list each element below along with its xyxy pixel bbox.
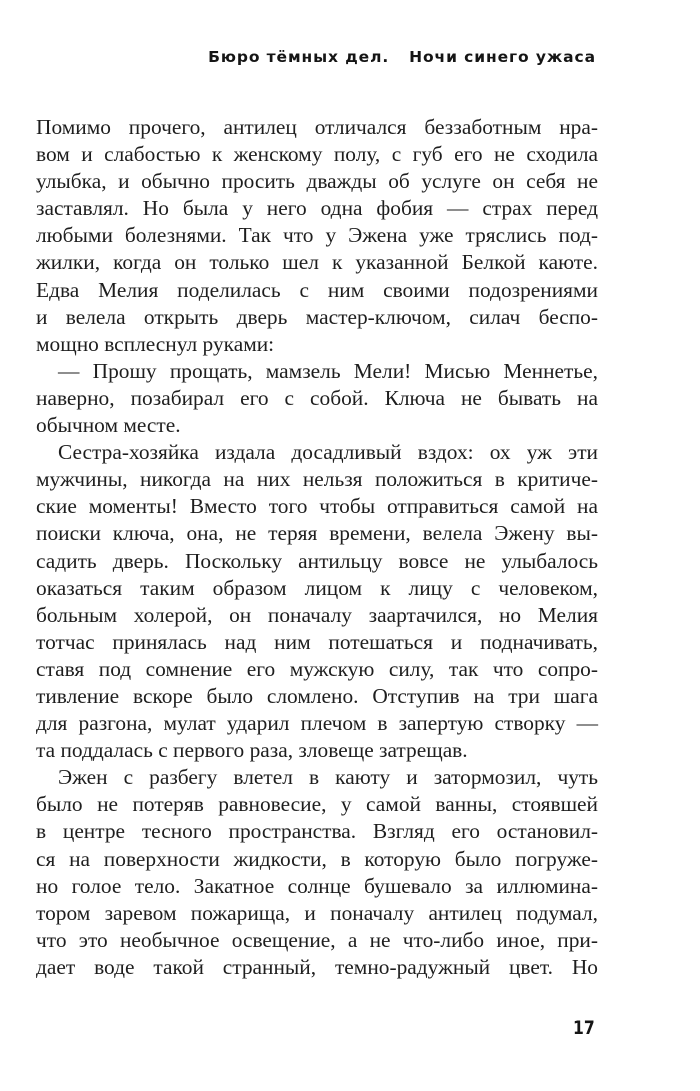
text-line: обычном месте.	[36, 413, 181, 438]
text-line: и велела открыть дверь мастер-ключом, силач беспо-	[36, 304, 598, 329]
text-line: — Прошу прощать, мамзель Мели! Мисью Меннетье,	[58, 358, 598, 383]
text-line: Сестра-хозяйка издала досадливый вздох: ох уж эти	[58, 440, 598, 465]
text-line: Помимо прочего, антилец отличался беззаботным нра-	[36, 115, 598, 139]
text-line: но голое тело. Закатное солнце бушевало за иллюмина-	[36, 873, 598, 898]
text-line: любыми болезнями. Так что у Эжена уже тряслись под-	[36, 223, 598, 248]
text-line: наверно, позабирал его с собой. Ключа не бывать на	[36, 385, 598, 410]
text-line: мощно всплеснул руками:	[36, 331, 275, 356]
text-line: садить дверь. Поскольку антильцу вовсе не улыбалось	[36, 548, 598, 573]
text-line: было не потеряв равновесие, у самой ванны, стоявшей	[36, 792, 598, 817]
page-number: 17	[573, 1017, 595, 1039]
text-line: ся на поверхности жидкости, в которую было погруже-	[36, 846, 598, 871]
text-line: та поддалась с первого раза, зловеще затрещав.	[36, 738, 468, 763]
text-line: тивление вскоре было сломлено. Отступив на три шага	[36, 683, 598, 708]
text-line: дает воде такой странный, темно-радужный цвет. Но	[36, 954, 598, 979]
text-line: заставлял. Но была у него одна фобия — страх перед	[36, 196, 598, 221]
body-text	[36, 114, 598, 981]
text-line: оказаться таким образом лицом к лицу с человеком,	[36, 575, 598, 600]
running-header	[208, 48, 596, 66]
text-line: жилки, когда он только шел к указанной Белкой каюте.	[36, 250, 598, 275]
text-line: ские моменты! Вместо того чтобы отправиться самой на	[36, 494, 598, 519]
book-subtitle: Ночи синего ужаса	[409, 48, 596, 66]
book-title: Бюро тёмных дел.	[208, 48, 390, 66]
text-line: Едва Мелия поделилась с ним своими подозрениями	[36, 277, 598, 302]
text-line: тором заревом пожарища, и поначалу антилец подумал,	[36, 900, 598, 925]
text-line: тотчас принялась над ним потешаться и подначивать,	[36, 629, 598, 654]
text-line: что это необычное освещение, а не что-либо иное, при-	[36, 927, 598, 952]
text-line: больным холерой, он поначалу заартачился, но Мелия	[36, 602, 598, 627]
text-line: Эжен с разбегу влетел в каюту и затормозил, чуть	[58, 765, 598, 790]
text-line: в центре тесного пространства. Взгляд его остановил-	[36, 819, 598, 844]
text-line: улыбка, и обычно просить дважды об услуге он себя не	[36, 169, 598, 194]
text-line: ставя под сомнение его мужскую силу, так что сопро-	[36, 656, 598, 681]
text-line: мужчины, никогда на них нельзя положиться в критиче-	[36, 467, 598, 492]
text-line: вом и слабостью к женскому полу, с губ его не сходила	[36, 142, 598, 167]
text-line: поиски ключа, она, не теряя времени, велела Эжену вы-	[36, 521, 598, 546]
text-line: для разгона, мулат ударил плечом в запертую створку —	[36, 711, 598, 736]
